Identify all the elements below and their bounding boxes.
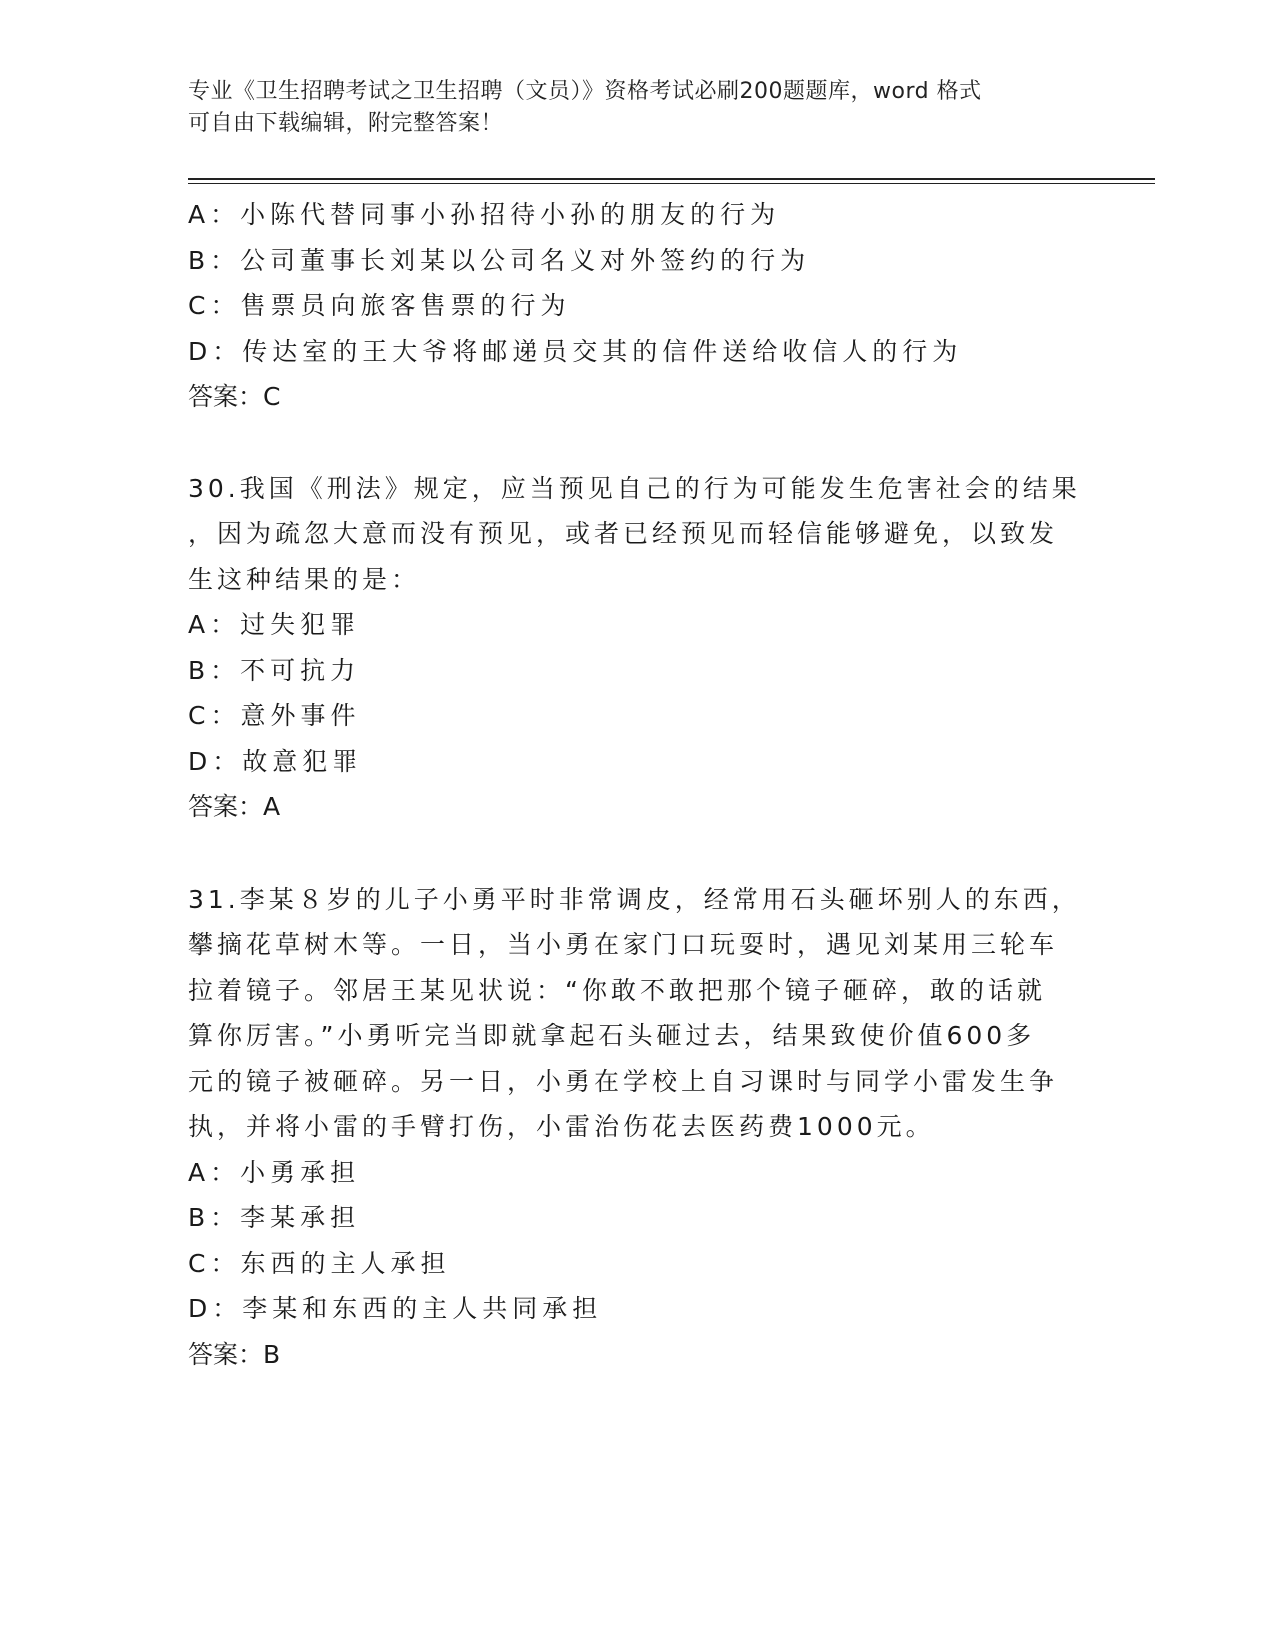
q30-option-a: A：过失犯罪 xyxy=(188,610,361,639)
question-30 xyxy=(188,466,1088,830)
q30-option-b: B：不可抗力 xyxy=(188,655,361,685)
q30-stem-line: ，因为疏忽大意而没有预见，或者已经预见而轻信能够避免，以致发 xyxy=(188,519,1059,548)
q30-answer: 答案：A xyxy=(188,792,281,821)
question-29 xyxy=(188,192,1088,420)
q30-option-c: C：意外事件 xyxy=(188,701,361,730)
header-line-1: 专业《卫生招聘考试之卫生招聘（文员）》资格考试必刷200题题库，word 格式 xyxy=(188,79,982,104)
q29-option-c: C：售票员向旅客售票的行为 xyxy=(188,291,571,320)
q29-option-d: D：传达室的王大爷将邮递员交其的信件送给收信人的行为 xyxy=(188,336,963,366)
q30-stem xyxy=(188,466,1081,603)
q31-answer: 答案：B xyxy=(188,1339,281,1369)
header-divider-thin xyxy=(188,183,1155,184)
q29-answer: 答案：C xyxy=(188,382,281,411)
q30-stem-line: 生这种结果的是： xyxy=(188,564,421,594)
spacer xyxy=(188,420,1088,466)
header-line-2: 可自由下载编辑，附完整答案！ xyxy=(188,111,504,136)
q31-option-c: C：东西的主人承担 xyxy=(188,1248,451,1278)
header-divider-thick xyxy=(188,178,1155,180)
question-content xyxy=(188,192,1088,1377)
q31-stem-line: 攀摘花草树木等。一日，当小勇在家门口玩耍时，遇见刘某用三轮车 xyxy=(188,930,1059,959)
q31-stem xyxy=(188,877,1081,1150)
q29-option-a: A：小陈代替同事小孙招待小孙的朋友的行为 xyxy=(188,200,781,229)
document-header xyxy=(188,76,1068,140)
q30-option-d: D：故意犯罪 xyxy=(188,746,363,776)
q31-stem-line: 31.李某８岁的儿子小勇平时非常调皮，经常用石头砸坏别人的东西， xyxy=(188,884,1081,914)
question-31 xyxy=(188,877,1088,1378)
q29-option-b: B：公司董事长刘某以公司名义对外签约的行为 xyxy=(188,245,811,275)
q31-option-b: B：李某承担 xyxy=(188,1203,361,1232)
q31-option-d: D：李某和东西的主人共同承担 xyxy=(188,1294,603,1323)
q30-stem-line: 30.我国《刑法》规定，应当预见自己的行为可能发生危害社会的结果 xyxy=(188,473,1081,503)
q31-option-a: A：小勇承担 xyxy=(188,1157,361,1187)
q31-stem-line: 元的镜子被砸碎。另一日，小勇在学校上自习课时与同学小雷发生争 xyxy=(188,1066,1059,1096)
spacer xyxy=(188,830,1088,877)
q31-stem-line: 执，并将小雷的手臂打伤，小雷治伤花去医药费1000元。 xyxy=(188,1112,935,1141)
q31-stem-line: 算你厉害。”小勇听完当即就拿起石头砸过去，结果致使价值600多 xyxy=(188,1021,1036,1050)
q31-stem-line: 拉着镜子。邻居王某见状说：“你敢不敢把那个镜子砸碎，敢的话就 xyxy=(188,975,1046,1005)
